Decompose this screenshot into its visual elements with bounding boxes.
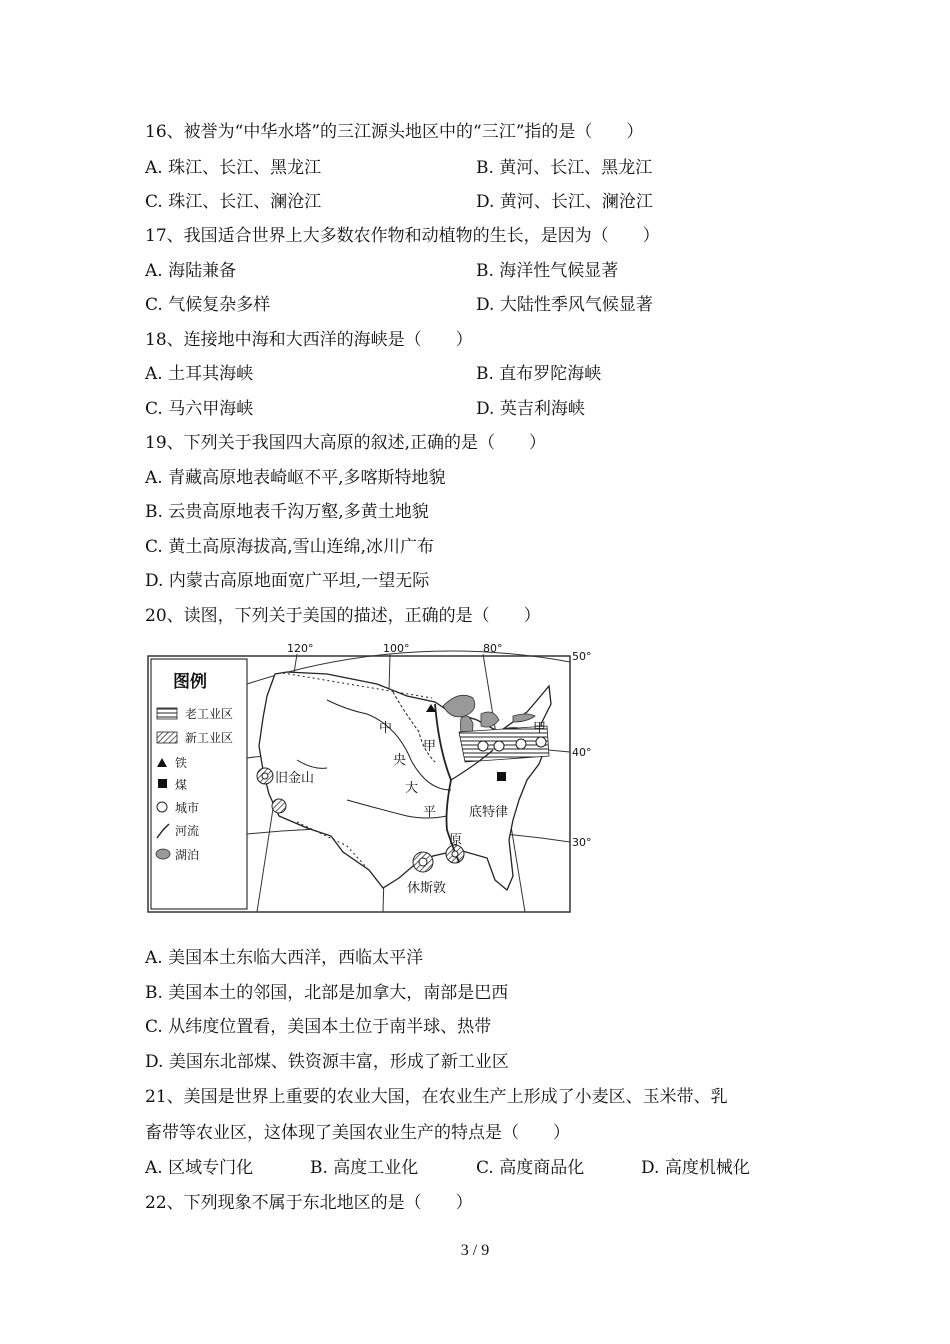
q21-stem-line1: 21、美国是世界上重要的农业大国，在农业生产上形成了小麦区、玉米带、乳 (145, 1087, 728, 1107)
usa-map-figure (147, 640, 602, 915)
lat-30-label: 30° (572, 836, 592, 849)
label-jia-central: 甲 (423, 739, 437, 754)
label-da: 大 (405, 781, 419, 796)
q17-option-c: C. 气候复杂多样 (145, 295, 271, 315)
lat-40-label: 40° (572, 746, 592, 759)
q18-stem: 18、连接地中海和大西洋的海峡是（ ） (145, 330, 473, 350)
label-detroit: 底特律 (469, 805, 509, 820)
city-detroit (494, 741, 504, 751)
q20-option-a: A. 美国本土东临大西洋，西临太平洋 (145, 948, 424, 968)
city-newyork (536, 737, 546, 747)
q16-option-c: C. 珠江、长江、澜沧江 (145, 192, 322, 212)
q21-option-b: B. 高度工业化 (310, 1158, 419, 1178)
lon-100-label: 100° (383, 642, 410, 655)
city-houston (419, 858, 427, 866)
q19-option-d: D. 内蒙古高原地面宽广平坦,一望无际 (145, 571, 430, 591)
city-chicago (478, 741, 488, 751)
label-jia-east: 甲 (533, 721, 547, 736)
legend-lake-label: 湖泊 (175, 848, 200, 862)
legend-river-label: 河流 (175, 824, 200, 838)
q16-option-d: D. 黄河、长江、澜沧江 (476, 192, 653, 212)
q17-option-d: D. 大陆性季风气候显著 (476, 295, 653, 315)
lon-120-label: 120° (287, 642, 314, 655)
q19-option-c: C. 黄土高原海拔高,雪山连绵,冰川广布 (145, 537, 435, 557)
legend-title: 图例 (173, 672, 207, 692)
legend-iron-label: 铁 (175, 756, 188, 770)
q16-option-b: B. 黄河、长江、黑龙江 (476, 158, 653, 178)
new-industrial-losangeles (272, 799, 286, 813)
q19-stem: 19、下列关于我国四大高原的叙述,正确的是（ ） (145, 433, 547, 453)
label-ping: 平 (423, 805, 437, 820)
legend-city-label: 城市 (175, 801, 200, 815)
legend-city-swatch (157, 802, 167, 812)
city-neworleans (452, 851, 458, 857)
label-yuan: 原 (449, 833, 463, 848)
legend-coal-label: 煤 (175, 778, 188, 792)
q17-option-b: B. 海洋性气候显著 (476, 261, 619, 281)
legend-coal-swatch (158, 779, 167, 788)
q17-stem: 17、我国适合世界上大多数农作物和动植物的生长，是因为（ ） (145, 226, 660, 246)
city-sanfrancisco (262, 773, 268, 779)
q20-stem: 20、读图，下列关于美国的描述，正确的是（ ） (145, 606, 541, 626)
label-sanfrancisco: 旧金山 (275, 771, 315, 786)
legend-lake-swatch (156, 849, 170, 859)
coal-symbol (497, 772, 506, 781)
q20-option-c: C. 从纬度位置看，美国本土位于南半球、热带 (145, 1017, 492, 1037)
lon-80-label: 80° (483, 642, 503, 655)
legend-new-swatch (157, 732, 177, 743)
q21-option-d: D. 高度机械化 (641, 1158, 750, 1178)
q17-option-a: A. 海陆兼备 (145, 261, 237, 281)
label-zhong: 中 (379, 721, 393, 736)
q16-stem: 16、被誉为“中华水塔”的三江源头地区中的“三江”指的是（ ） (145, 122, 644, 142)
q21-option-c: C. 高度商品化 (476, 1158, 585, 1178)
q22-stem: 22、下列现象不属于东北地区的是（ ） (145, 1193, 473, 1213)
q20-option-b: B. 美国本土的邻国，北部是加拿大，南部是巴西 (145, 983, 509, 1003)
q20-option-d: D. 美国东北部煤、铁资源丰富，形成了新工业区 (145, 1052, 509, 1072)
city-pittsburgh (516, 739, 526, 749)
legend-new-label: 新工业区 (185, 731, 234, 745)
q19-option-b: B. 云贵高原地表千沟万壑,多黄土地貌 (145, 502, 429, 522)
q19-option-a: A. 青藏高原地表崎岖不平,多喀斯特地貌 (145, 468, 446, 488)
lat-50-label: 50° (572, 650, 592, 663)
legend-old-label: 老工业区 (185, 707, 234, 721)
label-houston: 休斯敦 (407, 881, 447, 896)
label-yang: 央 (393, 753, 407, 768)
q18-option-a: A. 土耳其海峡 (145, 364, 254, 384)
legend-old-swatch (157, 708, 177, 719)
q21-option-a: A. 区域专门化 (145, 1158, 254, 1178)
q16-option-a: A. 珠江、长江、黑龙江 (145, 158, 322, 178)
q18-option-b: B. 直布罗陀海峡 (476, 364, 602, 384)
page-number: 3 / 9 (460, 1242, 490, 1259)
q18-option-c: C. 马六甲海峡 (145, 399, 254, 419)
q18-option-d: D. 英吉利海峡 (476, 399, 585, 419)
q21-stem-line2: 畜带等农业区，这体现了美国农业生产的特点是（ ） (145, 1123, 570, 1143)
